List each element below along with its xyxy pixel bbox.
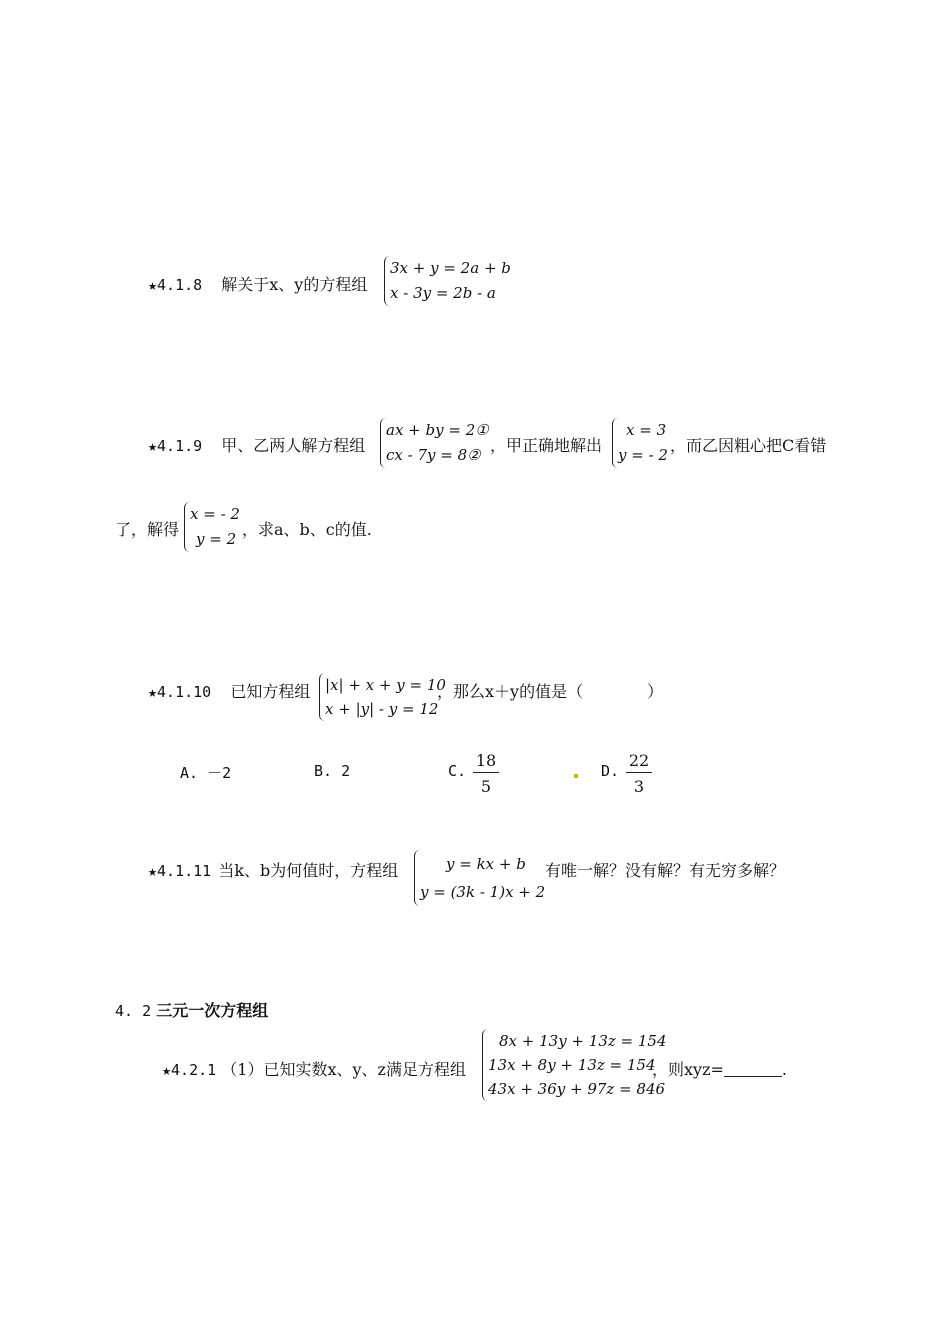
problem-text: 已知方程组 <box>230 682 311 701</box>
problem-text: 甲、乙两人解方程组 <box>221 436 366 455</box>
solution-x: x = 3 <box>626 421 667 439</box>
problem-text: 当k、b为何值时，方程组 <box>218 861 399 880</box>
problem-text: 了，解得 <box>115 520 180 539</box>
equation-system-4-1-10 <box>319 673 446 721</box>
equation-system-4-2-1 <box>482 1029 667 1101</box>
equation-system-4-1-11 <box>414 850 545 906</box>
problem-4-2-1 <box>162 1057 466 1080</box>
period: . <box>781 1060 787 1079</box>
problem-text: ，而乙因粗心把C看错 <box>670 436 827 455</box>
equation-system-4-1-8 <box>384 256 511 306</box>
option-c-label: C. <box>448 762 467 780</box>
problem-4-1-11 <box>148 858 398 881</box>
equation-1: ax + by = 2① <box>386 421 489 439</box>
equation-1: 3x + y = 2a + b <box>390 259 511 277</box>
section-title: 三元一次方程组 <box>156 1001 269 1020</box>
solution-system-jia <box>612 418 668 468</box>
problem-text: ，则xyz= <box>652 1060 724 1079</box>
solution-system-yi <box>184 502 240 552</box>
equation-1: 8x + 13y + 13z = 154 <box>499 1032 667 1050</box>
problem-text: （1）已知实数x、y、z满足方程组 <box>221 1060 466 1079</box>
problem-number: ★4.1.8 <box>148 276 203 294</box>
solution-y: y = - 2 <box>618 446 668 464</box>
option-d-label: D. <box>601 762 620 780</box>
problem-text: ，求a、b、c的值. <box>242 520 372 539</box>
equation-2: 13x + 8y + 13z = 154 <box>488 1056 656 1074</box>
option-a: A. －2 <box>180 764 232 782</box>
equation-2: y = (3k - 1)x + 2 <box>420 883 546 901</box>
problem-text: 解关于x、y的方程组 <box>221 275 368 294</box>
equation-3: 43x + 36y + 97z = 846 <box>488 1080 666 1098</box>
problem-number: ★4.1.10 <box>148 683 212 701</box>
equation-system-4-1-9 <box>380 418 489 468</box>
equation-1: |x| + x + y = 10 <box>325 676 446 694</box>
problem-4-1-8 <box>148 272 367 295</box>
problem-4-1-9-line-1 <box>148 433 365 456</box>
problem-number: ★4.2.1 <box>162 1061 217 1079</box>
equation-2: x - 3y = 2b - a <box>390 284 496 302</box>
answer-blank <box>724 1060 782 1077</box>
section-heading <box>115 998 268 1021</box>
option-b: B. 2 <box>314 762 351 780</box>
solution-x: x = - 2 <box>190 505 240 523</box>
fraction-numerator: 22 <box>626 751 652 773</box>
equation-2: cx - 7y = 8② <box>386 446 481 464</box>
equation-1: y = kx + b <box>446 855 526 873</box>
problem-text: 有唯一解？没有解？有无穷多解？ <box>545 861 786 880</box>
fraction-denominator: 3 <box>633 777 645 796</box>
section-number: 4. 2 <box>115 1002 152 1020</box>
problem-4-2-1-answer <box>652 1057 787 1080</box>
problem-4-1-10 <box>148 679 310 702</box>
option-d-fraction <box>626 751 652 796</box>
stray-dot-mark <box>574 774 578 778</box>
equation-2: x + |y| - y = 12 <box>325 700 439 718</box>
fraction-denominator: 5 <box>480 777 492 796</box>
fraction-numerator: 18 <box>473 751 499 773</box>
problem-number: ★4.1.11 <box>148 862 212 880</box>
option-c-fraction <box>473 751 499 796</box>
problem-number: ★4.1.9 <box>148 437 203 455</box>
problem-text: ，那么x＋y的值是（ ） <box>437 682 664 701</box>
solution-y: y = 2 <box>196 530 237 548</box>
problem-text: ，甲正确地解出 <box>490 436 603 455</box>
